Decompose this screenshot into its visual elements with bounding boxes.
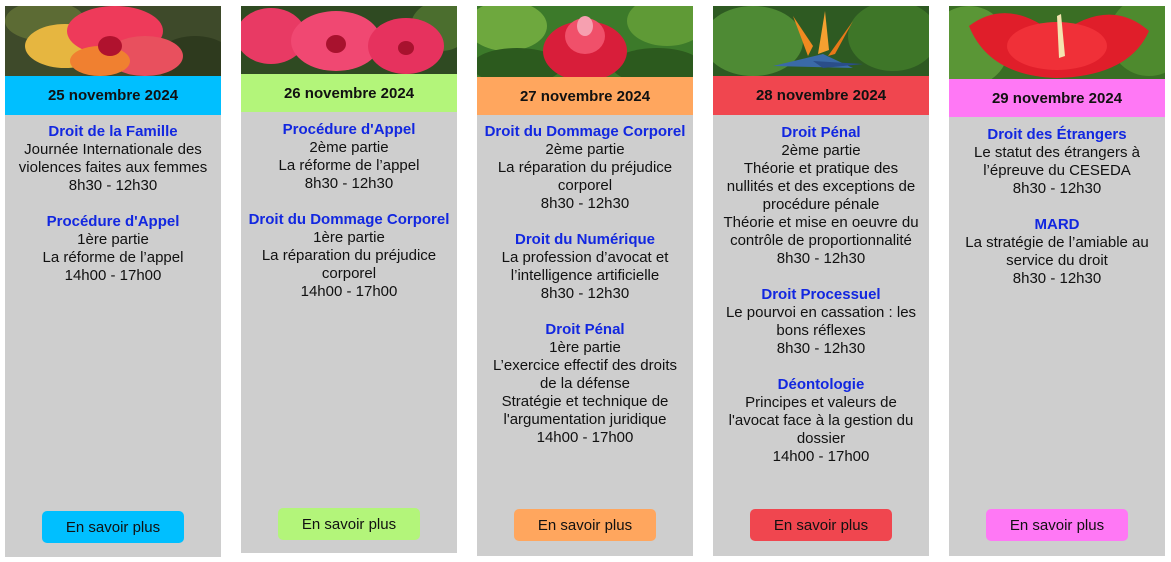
session-item: [247, 211, 451, 301]
session-item: [247, 121, 451, 193]
day-card-1: [5, 6, 221, 557]
bird-of-paradise-image: [713, 6, 929, 76]
session-description: La réforme de l’appel: [278, 157, 420, 174]
session-time: 8h30 - 12h30: [540, 285, 630, 302]
session-part: 1ère partie: [77, 231, 149, 248]
session-time: 14h00 - 17h00: [64, 267, 162, 284]
day-card-5: [949, 6, 1165, 556]
session-item: [955, 216, 1159, 288]
session-title: Procédure d'Appel: [46, 213, 180, 230]
session-part: 2ème partie: [781, 142, 861, 159]
session-title: Droit du Dommage Corporel: [484, 123, 686, 140]
session-title: MARD: [1034, 216, 1080, 233]
session-title: Droit des Étrangers: [987, 126, 1127, 143]
session-title: Droit du Numérique: [514, 231, 655, 248]
session-title: Déontologie: [777, 376, 865, 393]
session-item: [955, 126, 1159, 198]
session-description: Théorie et pratique des nullités et des exceptions de procédure pénale: [726, 160, 916, 213]
session-title: Droit de la Famille: [48, 123, 178, 140]
session-title: Droit du Dommage Corporel: [248, 211, 450, 228]
hibiscus-image: [5, 6, 221, 76]
session-time: 8h30 - 12h30: [540, 195, 630, 212]
session-description: Théorie et mise en oeuvre du contrôle de proportionnalité: [723, 214, 919, 249]
session-list: [11, 123, 215, 303]
session-description: La réparation du préjudice corporel: [497, 159, 673, 194]
session-description: Le pourvoi en cassation : les bons réflexes: [725, 304, 917, 339]
session-list: [955, 126, 1159, 306]
session-description: Principes et valeurs de l'avocat face à la gestion du dossier: [728, 394, 914, 447]
session-item: [719, 124, 923, 268]
session-item: [483, 231, 687, 303]
session-item: [719, 376, 923, 466]
learn-more-button[interactable]: En savoir plus: [278, 508, 420, 540]
day-card-4: [713, 6, 929, 556]
session-part: 2ème partie: [545, 141, 625, 158]
session-item: [483, 321, 687, 447]
session-time: 8h30 - 12h30: [68, 177, 158, 194]
learn-more-button[interactable]: En savoir plus: [986, 509, 1128, 541]
session-time: 8h30 - 12h30: [304, 175, 394, 192]
session-description: Journée Internationale des violences faites aux femmes: [18, 141, 208, 176]
date-header: 26 novembre 2024: [241, 74, 457, 112]
session-time: 14h00 - 17h00: [300, 283, 398, 300]
session-time: 14h00 - 17h00: [772, 448, 870, 465]
session-title: Procédure d'Appel: [282, 121, 416, 138]
session-description: La profession d’avocat et l’intelligence artificielle: [501, 249, 669, 284]
torch-ginger-image: [477, 6, 693, 77]
session-list: [483, 123, 687, 465]
session-description: Stratégie et technique de l'argumentation juridique: [501, 393, 669, 428]
learn-more-button[interactable]: En savoir plus: [750, 509, 892, 541]
hibiscus-image: [241, 6, 457, 74]
day-card-3: [477, 6, 693, 556]
session-description: Le statut des étrangers à l’épreuve du CESEDA: [974, 144, 1140, 179]
session-item: [483, 123, 687, 213]
session-description: La réparation du préjudice corporel: [261, 247, 437, 282]
session-time: 8h30 - 12h30: [776, 250, 866, 267]
date-header: 28 novembre 2024: [713, 76, 929, 115]
session-title: Droit Processuel: [761, 286, 881, 303]
session-part: 1ère partie: [549, 339, 621, 356]
session-part: 2ème partie: [309, 139, 389, 156]
date-header: 27 novembre 2024: [477, 77, 693, 115]
session-item: [719, 286, 923, 358]
session-description: L’exercice effectif des droits de la défense: [493, 357, 677, 392]
session-title: Droit Pénal: [781, 124, 861, 141]
date-header: 29 novembre 2024: [949, 79, 1165, 117]
date-header: 25 novembre 2024: [5, 76, 221, 115]
session-part: 1ère partie: [313, 229, 385, 246]
session-item: [11, 123, 215, 195]
session-time: 14h00 - 17h00: [536, 429, 634, 446]
session-list: [247, 121, 451, 319]
session-time: 8h30 - 12h30: [1012, 180, 1102, 197]
session-item: [11, 213, 215, 285]
session-list: [719, 124, 923, 484]
session-time: 8h30 - 12h30: [1012, 270, 1102, 287]
session-description: La réforme de l’appel: [42, 249, 184, 266]
learn-more-button[interactable]: En savoir plus: [514, 509, 656, 541]
day-card-2: [241, 6, 457, 553]
session-title: Droit Pénal: [545, 321, 625, 338]
session-description: La stratégie de l’amiable au service du droit: [965, 234, 1149, 269]
session-time: 8h30 - 12h30: [776, 340, 866, 357]
learn-more-button[interactable]: En savoir plus: [42, 511, 184, 543]
anthurium-image: [949, 6, 1165, 79]
